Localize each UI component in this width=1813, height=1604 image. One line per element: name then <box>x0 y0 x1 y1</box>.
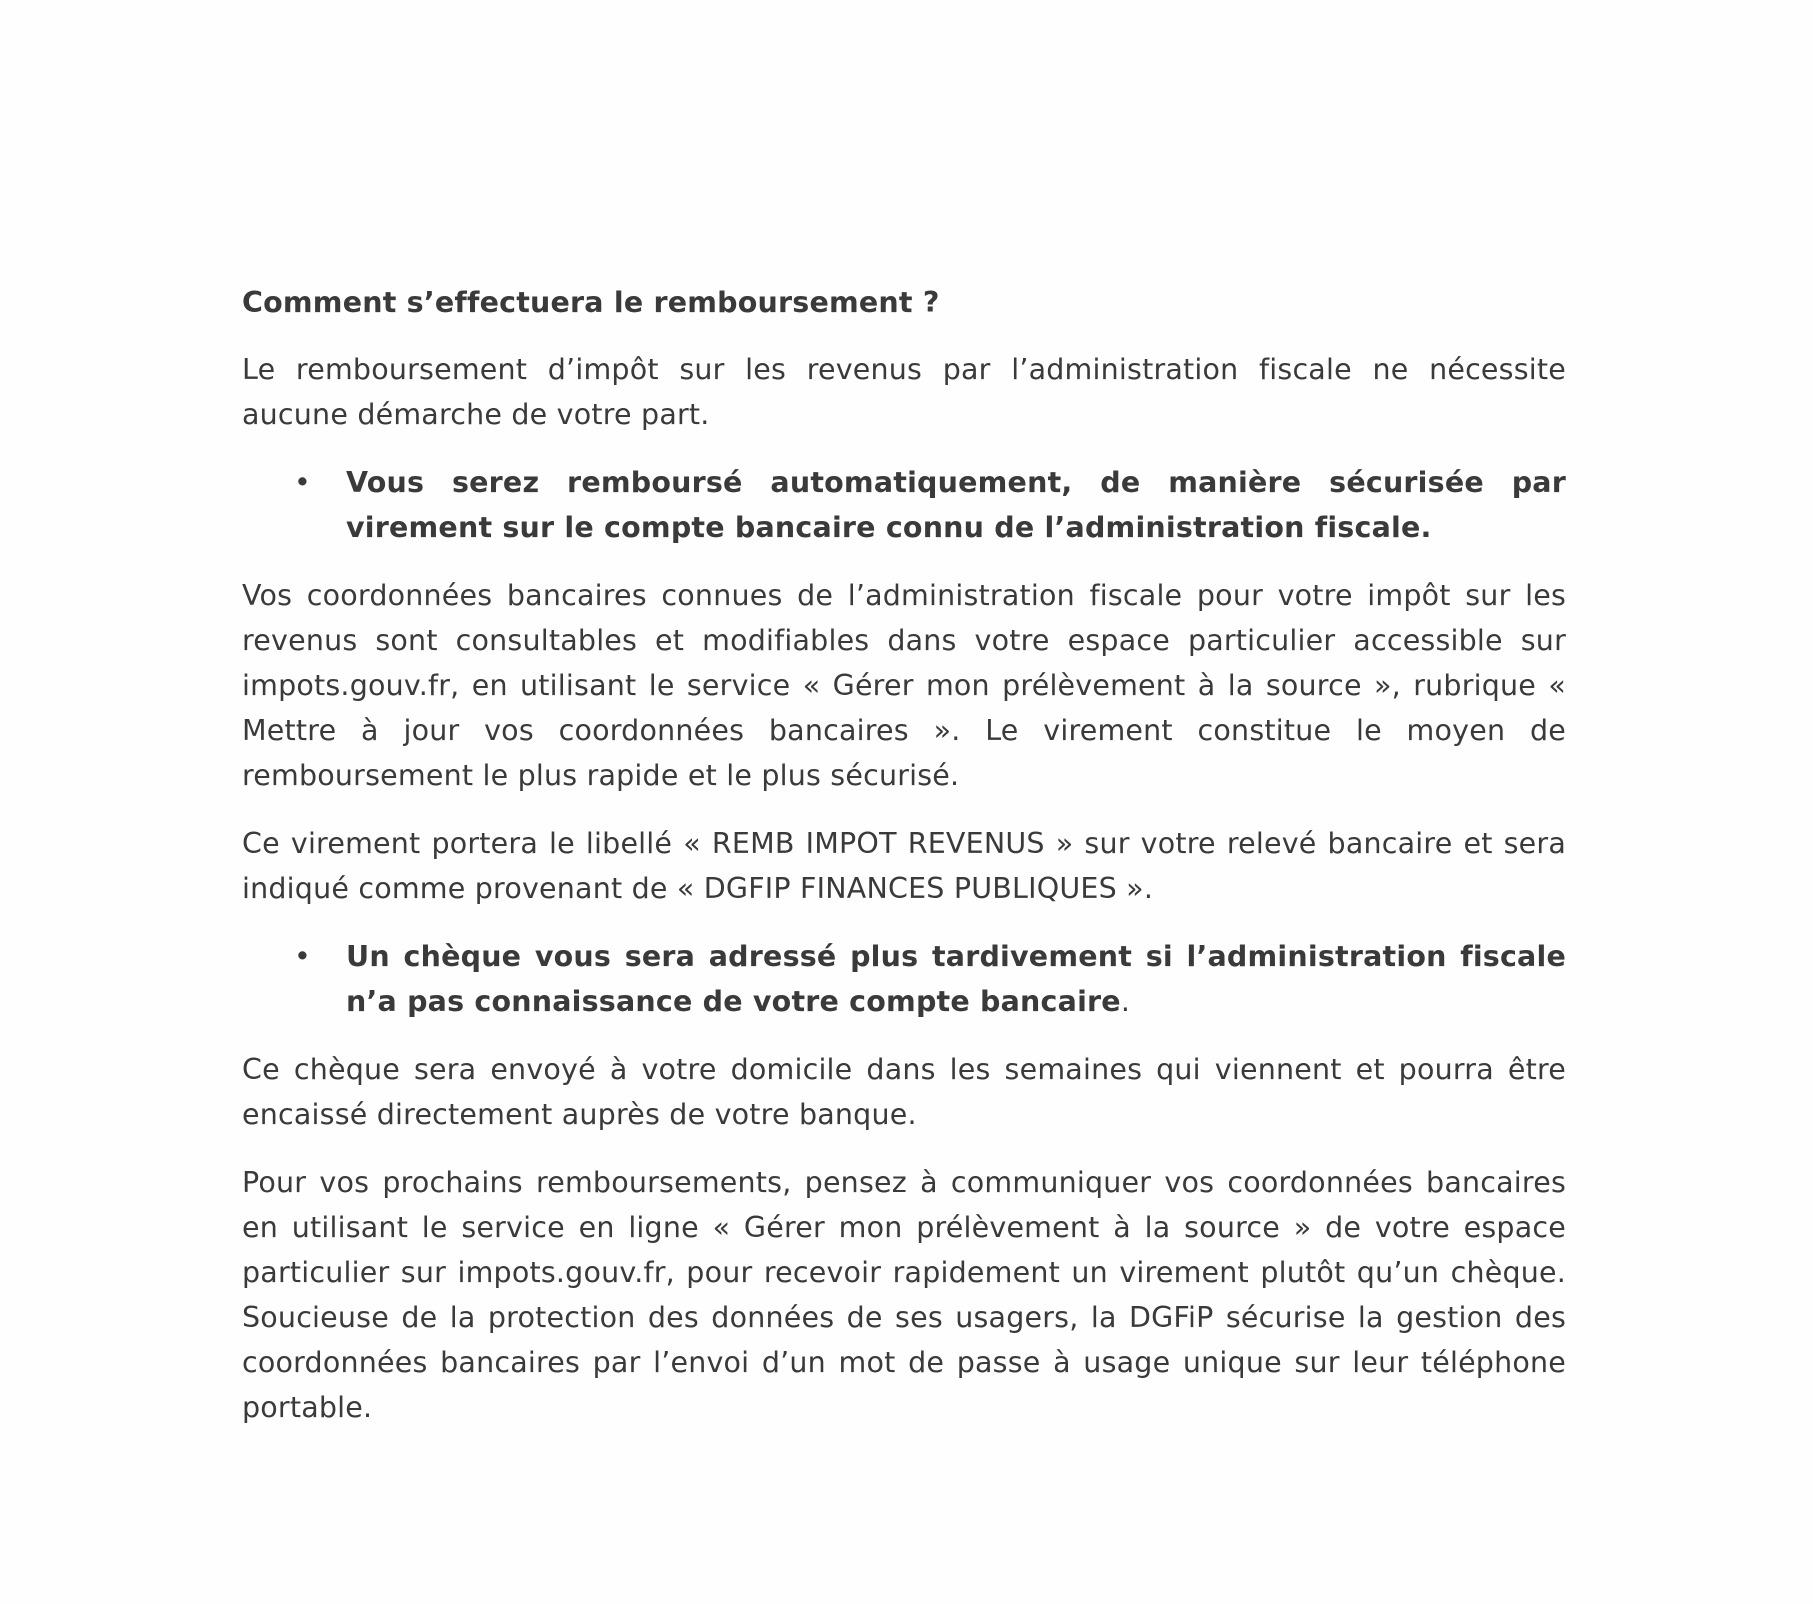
bullet-list-virement <box>242 460 1566 550</box>
coordonnees-paragraph: Vos coordonnées bancaires connues de l’administration fiscale pour votre impôt sur les revenus sont consultables et modifiables dans votre espace particulier accessible sur impots.gouv.fr, en utilisant le service « Gérer mon prélèvement à la source », rubrique « Mettre à jour vos coordonnées bancaires ». Le virement constitue le moyen de remboursement le plus rapide et le plus sécurisé. <box>242 579 1566 792</box>
bullet-text-cheque-end: . <box>1120 985 1131 1018</box>
bullet-item-cheque <box>242 934 1566 1024</box>
bullet-text-virement: Vous serez remboursé automatiquement, de manière sécurisée par virement sur le compte bancaire connu de l’administration fiscale. <box>346 466 1566 544</box>
libelle-paragraph: Ce virement portera le libellé « REMB IMPOT REVENUS » sur votre relevé bancaire et sera indiqué comme provenant de « DGFIP FINANCES PUBLIQUES ». <box>242 827 1566 905</box>
prochains-paragraph: Pour vos prochains remboursements, pensez à communiquer vos coordonnées bancaires en utilisant le service en ligne « Gérer mon prélèvement à la source » de votre espace particulier sur impots.gouv.fr, pour recevoir rapidement un virement plutôt qu’un chèque. Soucieuse de la protection des données de ses usagers, la DGFiP sécurise la gestion des coordonnées bancaires par l’envoi d’un mot de passe à usage unique sur leur téléphone portable. <box>242 1166 1566 1424</box>
intro-paragraph: Le remboursement d’impôt sur les revenus par l’administration fiscale ne nécessite aucune démarche de votre part. <box>242 353 1566 431</box>
bullet-text-cheque: Un chèque vous sera adressé plus tardivement si l’administration fiscale n’a pas connaissance de votre compte bancaire <box>346 940 1566 1018</box>
bullet-icon: • <box>294 466 312 499</box>
bullet-icon: • <box>294 940 312 973</box>
bullet-list-cheque <box>242 934 1566 1024</box>
document-body <box>242 280 1566 1453</box>
bullet-item-virement <box>242 460 1566 550</box>
section-heading: Comment s’effectuera le remboursement ? <box>242 286 940 319</box>
cheque-paragraph: Ce chèque sera envoyé à votre domicile dans les semaines qui viennent et pourra être encaissé directement auprès de votre banque. <box>242 1053 1566 1131</box>
